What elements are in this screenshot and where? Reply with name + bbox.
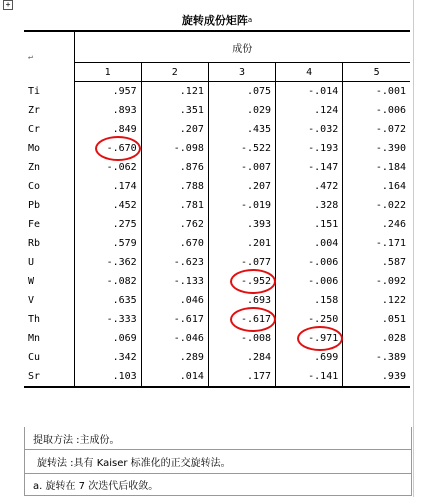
table-cell: -.014 (276, 82, 343, 102)
table-cell: .699 (276, 348, 343, 367)
row-label: Cr (24, 120, 74, 139)
footer-rotation-row (24, 449, 412, 474)
rotated-component-matrix-table (24, 30, 410, 388)
row-label: Pb (24, 196, 74, 215)
table-cell: -.971 (276, 329, 343, 348)
table-cell: .939 (343, 367, 410, 387)
table-cell: .635 (74, 291, 141, 310)
row-label: V (24, 291, 74, 310)
table-cell: -.184 (343, 158, 410, 177)
table-cell: .158 (276, 291, 343, 310)
table-title-superscript: a (247, 16, 253, 24)
table-cell: -.623 (141, 253, 208, 272)
table-row (24, 101, 410, 120)
page-margin-line (413, 0, 414, 497)
table-cell: .207 (141, 120, 208, 139)
component-index-3: 3 (208, 63, 275, 82)
component-index-5: 5 (343, 63, 410, 82)
corner-header-cell (24, 31, 74, 82)
table-cell: .693 (208, 291, 275, 310)
table-cell: .351 (141, 101, 208, 120)
table-cell: .762 (141, 215, 208, 234)
table-cell: -.193 (276, 139, 343, 158)
table-cell: .075 (208, 82, 275, 102)
table-cell: .174 (74, 177, 141, 196)
footer-note-row (24, 473, 412, 496)
cell-end-mark: ↵ (28, 52, 33, 62)
table-cell: .164 (343, 177, 410, 196)
table-cell: .435 (208, 120, 275, 139)
table-cell: .028 (343, 329, 410, 348)
row-label: Ti (24, 82, 74, 102)
row-label: Th (24, 310, 74, 329)
table-cell: -.019 (208, 196, 275, 215)
table-cell: .284 (208, 348, 275, 367)
component-header (74, 31, 410, 63)
table-cell: -.670 (74, 139, 141, 158)
row-label: Sr (24, 367, 74, 387)
table-cell: -.147 (276, 158, 343, 177)
table-cell: .328 (276, 196, 343, 215)
table-cell: -.082 (74, 272, 141, 291)
row-label: Cu (24, 348, 74, 367)
table-row (24, 234, 410, 253)
table-cell: -.006 (276, 272, 343, 291)
table-row (24, 310, 410, 329)
table-cell: -.072 (343, 120, 410, 139)
component-index-1: 1 (74, 63, 141, 82)
table-row (24, 177, 410, 196)
table-cell: .957 (74, 82, 141, 102)
table-cell: -.250 (276, 310, 343, 329)
table-cell: -.007 (208, 158, 275, 177)
table-cell: -.389 (343, 348, 410, 367)
footer-rotation-text: 旋转法 :具有 Kaiser 标准化的正交旋转法。 (37, 457, 231, 469)
table-cell: -.006 (276, 253, 343, 272)
table-cell: .876 (141, 158, 208, 177)
table-cell: .289 (141, 348, 208, 367)
table-row (24, 291, 410, 310)
table-cell: .177 (208, 367, 275, 387)
row-label: Fe (24, 215, 74, 234)
table-cell: -.133 (141, 272, 208, 291)
table-cell: -.617 (208, 310, 275, 329)
table-cell: .472 (276, 177, 343, 196)
table-cell: .788 (141, 177, 208, 196)
row-label: Zr (24, 101, 74, 120)
table-cell: -.952 (208, 272, 275, 291)
table-title (24, 10, 410, 30)
table-cell: -.062 (74, 158, 141, 177)
table-cell: .393 (208, 215, 275, 234)
table-cell: -.008 (208, 329, 275, 348)
table-row (24, 215, 410, 234)
table-cell: .781 (141, 196, 208, 215)
table-cell: -.032 (276, 120, 343, 139)
table-row (24, 348, 410, 367)
table-cell: .151 (276, 215, 343, 234)
table-cell: .207 (208, 177, 275, 196)
row-label: Zn (24, 158, 74, 177)
table-cell: -.022 (343, 196, 410, 215)
footer-note-text: a. 旋转在 7 次迭代后收敛。 (33, 480, 159, 492)
row-label: Mo (24, 139, 74, 158)
table-cell: .103 (74, 367, 141, 387)
table-cell: .342 (74, 348, 141, 367)
table-cell: -.046 (141, 329, 208, 348)
table-cell: .069 (74, 329, 141, 348)
component-header-label: 成份 (232, 43, 253, 55)
row-label: Co (24, 177, 74, 196)
table-cell: .029 (208, 101, 275, 120)
table-cell: -.077 (208, 253, 275, 272)
table-cell: .046 (141, 291, 208, 310)
row-label: Rb (24, 234, 74, 253)
table-cell: .670 (141, 234, 208, 253)
table-cell: -.617 (141, 310, 208, 329)
component-index-2: 2 (141, 63, 208, 82)
table-cell: .579 (74, 234, 141, 253)
table-row (24, 120, 410, 139)
table-cell: .121 (141, 82, 208, 102)
table-cell: -.141 (276, 367, 343, 387)
table-row (24, 82, 410, 102)
table-cell: .849 (74, 120, 141, 139)
table-row (24, 139, 410, 158)
table-cell: -.390 (343, 139, 410, 158)
table-row (24, 367, 410, 387)
table-cell: -.522 (208, 139, 275, 158)
row-label: W (24, 272, 74, 291)
footer-method-text: 提取方法 :主成份。 (33, 434, 120, 446)
table-cell: .124 (276, 101, 343, 120)
table-cell: .122 (343, 291, 410, 310)
table-cell: -.362 (74, 253, 141, 272)
table-cell: -.092 (343, 272, 410, 291)
table-cell: -.001 (343, 82, 410, 102)
table-cell: .587 (343, 253, 410, 272)
table-cell: .275 (74, 215, 141, 234)
table-row (24, 272, 410, 291)
table-cell: -.006 (343, 101, 410, 120)
component-index-4: 4 (276, 63, 343, 82)
table-row (24, 329, 410, 348)
table-cell: .893 (74, 101, 141, 120)
row-label: Mn (24, 329, 74, 348)
footer-method-row (24, 427, 412, 450)
table-row (24, 196, 410, 215)
table-cell: .452 (74, 196, 141, 215)
table-cell: .201 (208, 234, 275, 253)
table-cell: -.333 (74, 310, 141, 329)
table-cell: .246 (343, 215, 410, 234)
table-cell: .014 (141, 367, 208, 387)
table-row (24, 158, 410, 177)
table-title-text: 旋转成份矩阵 (181, 14, 248, 27)
table-cell: -.098 (141, 139, 208, 158)
row-label: U (24, 253, 74, 272)
table-move-handle-icon[interactable]: + (3, 0, 13, 10)
table-cell: .004 (276, 234, 343, 253)
table-row (24, 253, 410, 272)
table-cell: -.171 (343, 234, 410, 253)
table-cell: .051 (343, 310, 410, 329)
